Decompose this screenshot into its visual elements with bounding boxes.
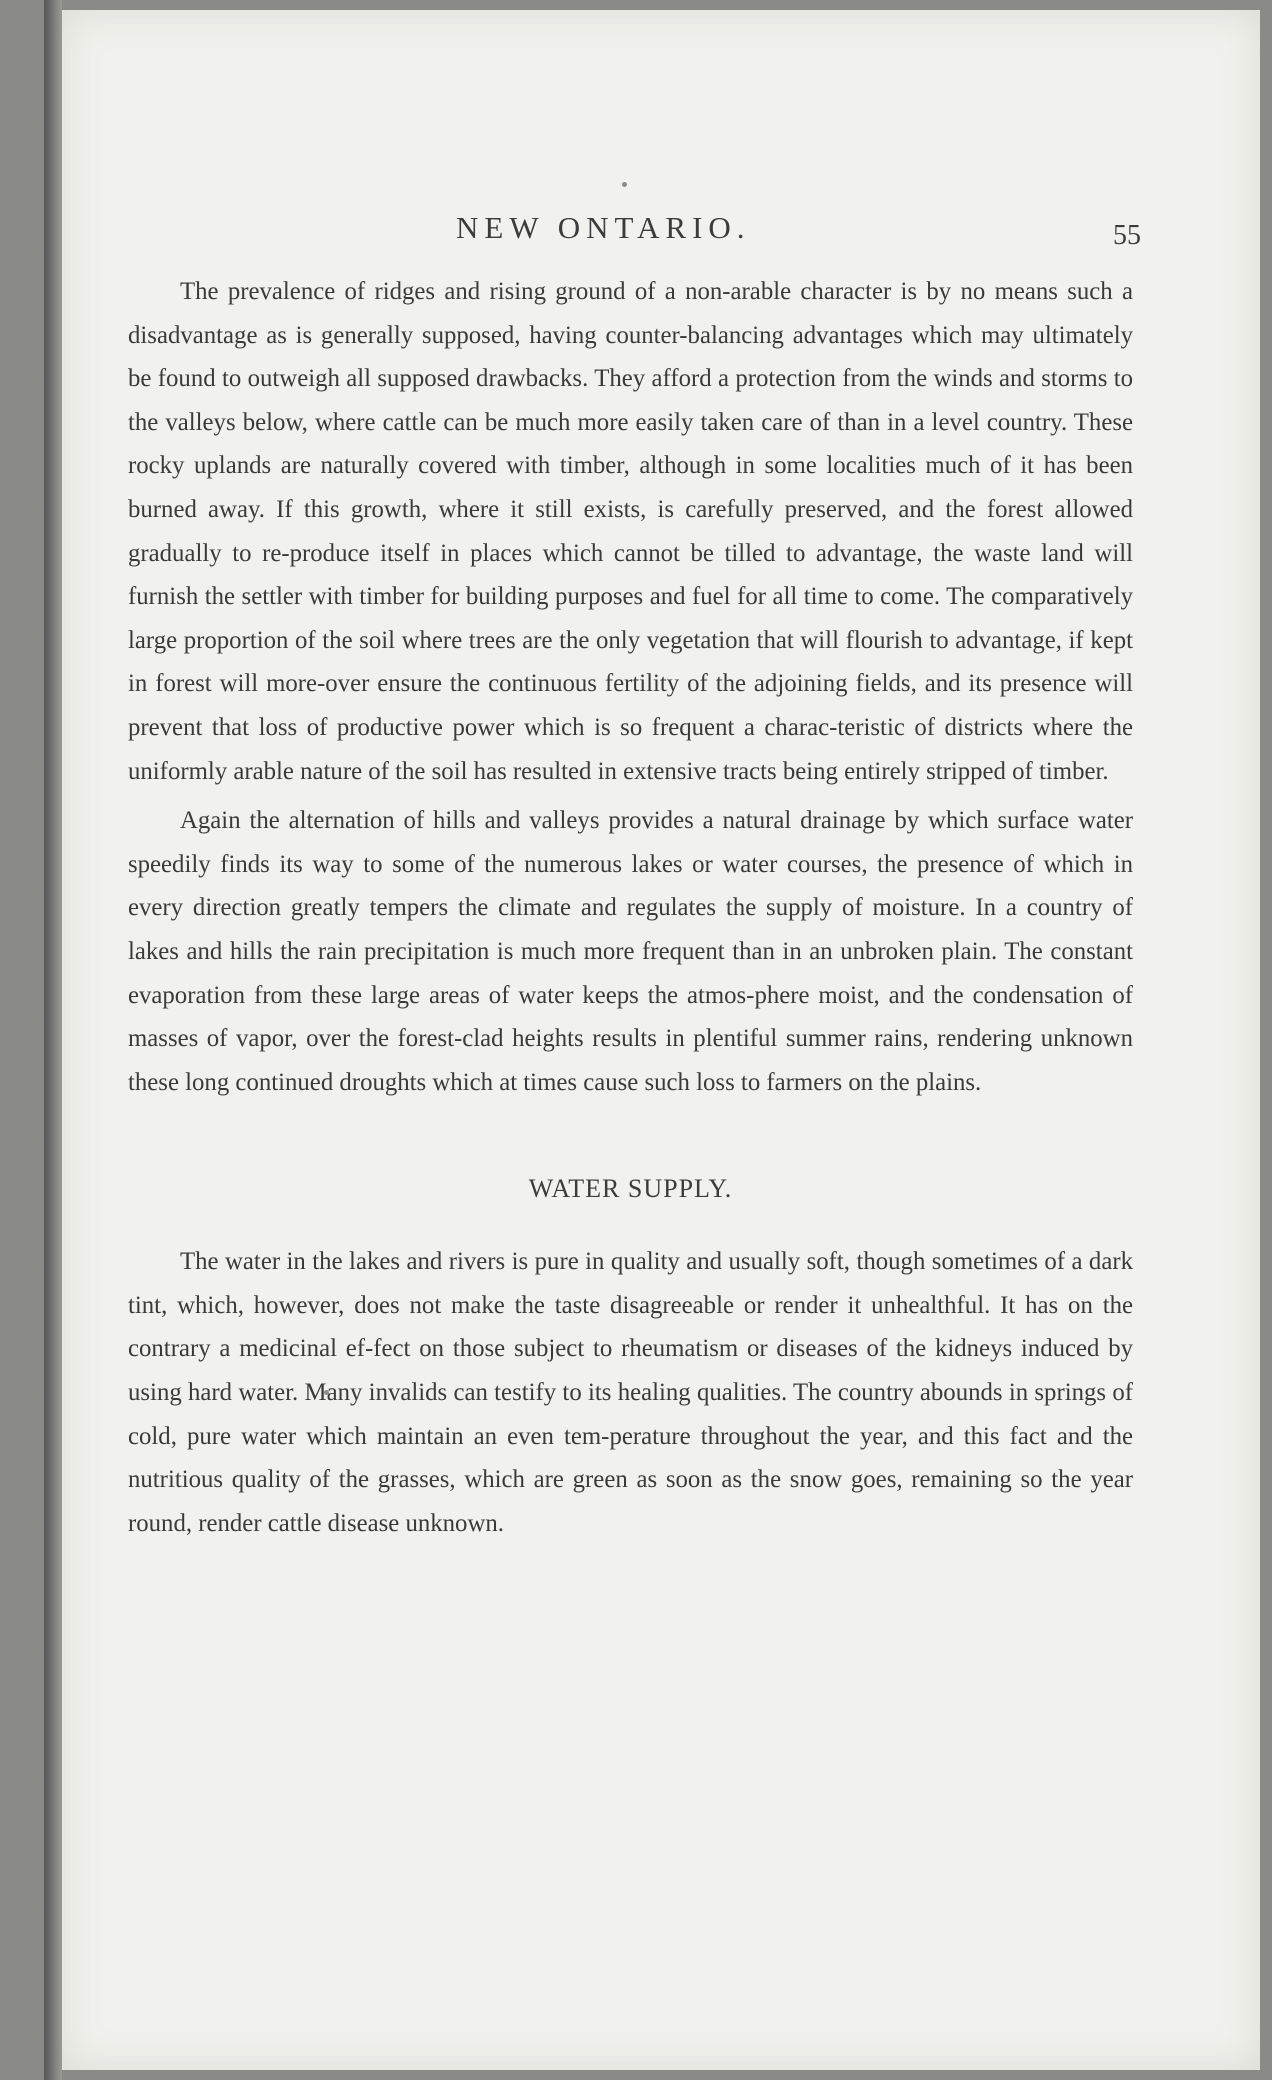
page-number: 55 xyxy=(1113,220,1141,251)
print-speck xyxy=(622,182,627,187)
page-header xyxy=(128,210,1141,270)
section-heading-water-supply: WATER SUPPLY. xyxy=(528,1174,733,1204)
paragraph-drainage: Again the alternation of hills and valleys provides a natural drainage by which surface water speedily finds its way to some of the numerous lakes or water courses, the presence of which in every direction greatly tempers the climate and regulates the supply of moisture. In a country of lakes and hills the rain precipitation is much more frequent than in an unbroken plain. The constant evaporation from these large areas of water keeps the atmos-phere moist, and the condensation of masses of vapor, over the forest-clad heights results in plentiful summer rains, rendering unknown these long continued droughts which at times cause such loss to farmers on the plains. xyxy=(128,807,1133,1096)
page-content xyxy=(128,210,1141,1545)
page-binding-edge xyxy=(44,0,62,2080)
paragraph-water-supply: The water in the lakes and rivers is pure in quality and usually soft, though sometimes of a dark tint, which, however, does not make the taste disagreeable or render it unhealthful. It has on the contrary a medicinal ef-fect on those subject to rheumatism or diseases of the kidneys induced by using hard water. Many invalids can testify to its healing qualities. The country abounds in springs of cold, pure water which maintain an even tem-perature throughout the year, and this fact and the nutritious quality of the grasses, which are green as soon as the snow goes, remaining so the year round, render cattle disease unknown. xyxy=(128,1248,1133,1537)
running-head: NEW ONTARIO. xyxy=(456,210,751,245)
paragraph-ridges: The prevalence of ridges and rising ground of a non-arable character is by no means such a disadvantage as is generally supposed, having counter-balancing advantages which may ultimately be found to outweigh all supposed drawbacks. They afford a protection from the winds and storms to the valleys below, where cattle can be much more easily taken care of than in a level country. These rocky uplands are naturally covered with timber, although in some localities much of it has been burned away. If this growth, where it still exists, is carefully preserved, and the forest allowed gradually to re-produce itself in places which cannot be tilled to advantage, the waste land will furnish the settler with timber for building purposes and fuel for all time to come. The comparatively large proportion of the soil where trees are the only vegetation that will flourish to advantage, if kept in forest will more-over ensure the continuous fertility of the adjoining fields, and its presence will prevent that loss of productive power which is so frequent a charac-teristic of districts where the uniformly arable nature of the soil has resulted in extensive tracts being entirely stripped of timber. xyxy=(128,278,1133,785)
